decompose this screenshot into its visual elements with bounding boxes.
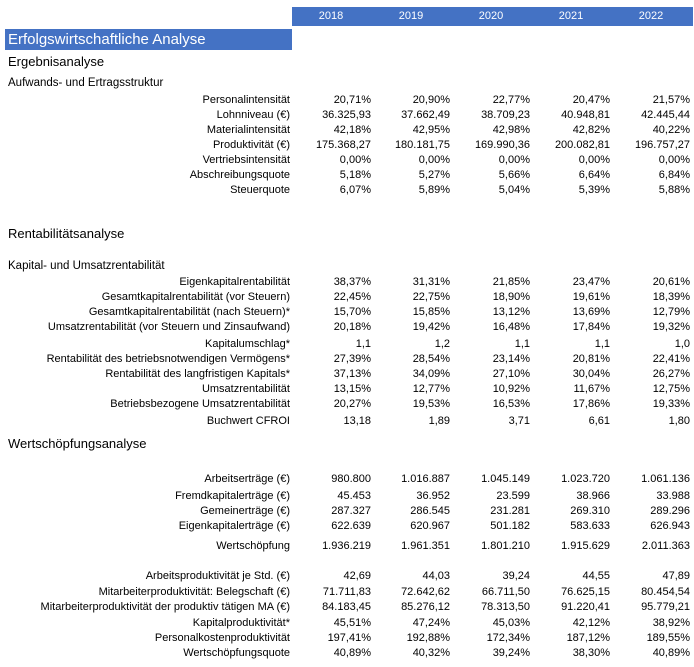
- value-cell-2022: 22,41%: [652, 353, 690, 365]
- value-cell-2022: 18,39%: [652, 291, 690, 303]
- value-cell-2021: 583.633: [570, 520, 610, 532]
- value-cell-2020: 172,34%: [486, 632, 530, 644]
- row-label: Mitarbeiterproduktivität: Belegschaft (€): [98, 586, 290, 598]
- year-header-2018: 2018: [318, 10, 344, 22]
- value-cell-2020: 22,77%: [492, 94, 530, 106]
- row-label: Kapitalumschlag*: [205, 338, 290, 350]
- value-cell-2020: 45,03%: [492, 617, 530, 629]
- value-cell-2018: 45,51%: [333, 617, 371, 629]
- value-cell-2020: 27,10%: [492, 368, 530, 380]
- value-cell-2021: 1.023.720: [561, 473, 610, 485]
- value-cell-2020: 23,14%: [492, 353, 530, 365]
- value-cell-2021: 17,84%: [572, 321, 610, 333]
- value-cell-2018: 5,18%: [339, 169, 371, 181]
- value-cell-2021: 17,86%: [572, 398, 610, 410]
- table-row: [0, 123, 694, 137]
- value-cell-2018: 71.711,83: [322, 586, 371, 598]
- row-label: Mitarbeiterproduktivität der produktiv tätigen MA (€): [40, 601, 290, 613]
- value-cell-2019: 85.276,12: [401, 601, 450, 613]
- row-label: Umsatzrentabilität (vor Steuern und Zinsaufwand): [47, 321, 290, 333]
- value-cell-2022: 38,92%: [652, 617, 690, 629]
- table-row: [0, 290, 694, 304]
- row-label: Personalkostenproduktivität: [154, 632, 290, 644]
- row-label: Eigenkapitalrentabilität: [179, 276, 290, 288]
- value-cell-2019: 0,00%: [418, 154, 450, 166]
- value-cell-2022: 1,80: [668, 415, 690, 427]
- value-cell-2019: 19,53%: [412, 398, 450, 410]
- value-cell-2021: 187,12%: [566, 632, 610, 644]
- row-label: Gemeinerträge (€): [200, 505, 290, 517]
- value-cell-2020: 39,24%: [492, 647, 530, 659]
- value-cell-2019: 47,24%: [412, 617, 450, 629]
- value-cell-2018: 38,37%: [333, 276, 371, 288]
- subsection-heading-aufwand: Aufwands- und Ertragsstruktur: [8, 77, 164, 89]
- row-label: Vertriebsintensität: [202, 154, 290, 166]
- value-cell-2020: 16,48%: [492, 321, 530, 333]
- page-title: Erfolgswirtschaftliche Analyse: [5, 29, 292, 50]
- value-cell-2019: 40,32%: [412, 647, 450, 659]
- value-cell-2022: 21,57%: [652, 94, 690, 106]
- row-label: Abschreibungsquote: [189, 169, 290, 181]
- row-label: Rentabilität des langfristigen Kapitals*: [105, 368, 290, 380]
- value-cell-2021: 44,55: [582, 570, 610, 582]
- value-cell-2018: 197,41%: [327, 632, 371, 644]
- value-cell-2021: 20,47%: [572, 94, 610, 106]
- year-header-2022: 2022: [638, 10, 664, 22]
- row-label: Rentabilität des betriebsnotwendigen Vermögens*: [46, 353, 290, 365]
- value-cell-2019: 20,90%: [412, 94, 450, 106]
- value-cell-2021: 13,69%: [572, 306, 610, 318]
- value-cell-2020: 3,71: [508, 415, 530, 427]
- table-row: [0, 108, 694, 122]
- row-label: Produktivität (€): [212, 139, 290, 151]
- value-cell-2021: 91.220,41: [561, 601, 610, 613]
- value-cell-2019: 37.662,49: [401, 109, 450, 121]
- value-cell-2022: 19,33%: [652, 398, 690, 410]
- value-cell-2022: 1.061.136: [641, 473, 690, 485]
- table-row: [0, 489, 694, 503]
- value-cell-2018: 42,69: [343, 570, 371, 582]
- value-cell-2021: 38,30%: [572, 647, 610, 659]
- table-row: [0, 352, 694, 366]
- table-row: [0, 472, 694, 486]
- value-cell-2022: 26,27%: [652, 368, 690, 380]
- value-cell-2019: 28,54%: [412, 353, 450, 365]
- table-row: [0, 153, 694, 167]
- value-cell-2022: 95.779,21: [641, 601, 690, 613]
- table-row: [0, 539, 694, 553]
- row-label: Fremdkapitalerträge (€): [175, 490, 290, 502]
- table-row: [0, 616, 694, 630]
- value-cell-2022: 0,00%: [658, 154, 690, 166]
- table-row: [0, 631, 694, 645]
- value-cell-2018: 40,89%: [333, 647, 371, 659]
- row-label: Steuerquote: [230, 184, 290, 196]
- value-cell-2020: 1.045.149: [481, 473, 530, 485]
- value-cell-2020: 5,66%: [498, 169, 530, 181]
- table-row: [0, 414, 694, 428]
- value-cell-2022: 40,22%: [652, 124, 690, 136]
- value-cell-2020: 501.182: [490, 520, 530, 532]
- value-cell-2019: 72.642,62: [401, 586, 450, 598]
- row-label: Betriebsbezogene Umsatzrentabilität: [110, 398, 290, 410]
- value-cell-2018: 13,15%: [333, 383, 371, 395]
- value-cell-2019: 192,88%: [406, 632, 450, 644]
- row-label: Wertschöpfung: [216, 540, 290, 552]
- value-cell-2020: 66.711,50: [481, 586, 530, 598]
- value-cell-2019: 180.181,75: [394, 139, 450, 151]
- value-cell-2020: 0,00%: [498, 154, 530, 166]
- value-cell-2019: 36.952: [416, 490, 450, 502]
- section-heading-rentabilitaet: Rentabilitätsanalyse: [8, 226, 125, 241]
- row-label: Eigenkapitalerträge (€): [178, 520, 290, 532]
- value-cell-2019: 1.961.351: [401, 540, 450, 552]
- table-row: [0, 600, 694, 614]
- value-cell-2022: 40,89%: [652, 647, 690, 659]
- value-cell-2018: 27,39%: [333, 353, 371, 365]
- value-cell-2019: 12,77%: [412, 383, 450, 395]
- value-cell-2022: 19,32%: [652, 321, 690, 333]
- value-cell-2018: 15,70%: [333, 306, 371, 318]
- value-cell-2018: 980.800: [331, 473, 371, 485]
- table-row: [0, 367, 694, 381]
- table-row: [0, 168, 694, 182]
- value-cell-2020: 38.709,23: [481, 109, 530, 121]
- value-cell-2022: 80.454,54: [641, 586, 690, 598]
- value-cell-2020: 5,04%: [498, 184, 530, 196]
- section-heading-wertschoepfung: Wertschöpfungsanalyse: [8, 436, 147, 451]
- table-row: [0, 382, 694, 396]
- value-cell-2018: 1.936.219: [322, 540, 371, 552]
- value-cell-2018: 6,07%: [339, 184, 371, 196]
- value-cell-2018: 287.327: [331, 505, 371, 517]
- value-cell-2021: 269.310: [570, 505, 610, 517]
- row-label: Arbeitsproduktivität je Std. (€): [145, 570, 290, 582]
- year-header-2020: 2020: [478, 10, 504, 22]
- value-cell-2019: 44,03: [422, 570, 450, 582]
- table-row: [0, 519, 694, 533]
- value-cell-2022: 5,88%: [658, 184, 690, 196]
- value-cell-2020: 23.599: [496, 490, 530, 502]
- value-cell-2020: 1.801.210: [481, 540, 530, 552]
- value-cell-2019: 5,89%: [418, 184, 450, 196]
- row-label: Arbeitserträge (€): [204, 473, 290, 485]
- value-cell-2021: 20,81%: [572, 353, 610, 365]
- value-cell-2018: 20,71%: [333, 94, 371, 106]
- row-label: Lohnniveau (€): [216, 109, 290, 121]
- value-cell-2019: 286.545: [410, 505, 450, 517]
- value-cell-2018: 13,18: [343, 415, 371, 427]
- row-label: Materialintensität: [206, 124, 290, 136]
- value-cell-2020: 42,98%: [492, 124, 530, 136]
- table-row: [0, 305, 694, 319]
- value-cell-2022: 33.988: [656, 490, 690, 502]
- table-row: [0, 569, 694, 583]
- value-cell-2021: 6,61: [588, 415, 610, 427]
- year-header-2019: 2019: [398, 10, 424, 22]
- value-cell-2019: 1,89: [428, 415, 450, 427]
- value-cell-2021: 5,39%: [578, 184, 610, 196]
- value-cell-2018: 36.325,93: [322, 109, 371, 121]
- value-cell-2018: 622.639: [331, 520, 371, 532]
- table-row: [0, 397, 694, 411]
- row-label: Gesamtkapitalrentabilität (nach Steuern)*: [88, 306, 290, 318]
- value-cell-2020: 1,1: [514, 338, 530, 350]
- subsection-heading-kapital: Kapital- und Umsatzrentabilität: [8, 260, 165, 272]
- value-cell-2018: 42,18%: [333, 124, 371, 136]
- value-cell-2021: 200.082,81: [554, 139, 610, 151]
- value-cell-2020: 18,90%: [492, 291, 530, 303]
- table-row: [0, 504, 694, 518]
- value-cell-2020: 16,53%: [492, 398, 530, 410]
- value-cell-2019: 1,2: [434, 338, 450, 350]
- value-cell-2020: 231.281: [490, 505, 530, 517]
- value-cell-2019: 5,27%: [418, 169, 450, 181]
- table-row: [0, 93, 694, 107]
- row-label: Kapitalproduktivität*: [192, 617, 290, 629]
- value-cell-2018: 84.183,45: [322, 601, 371, 613]
- value-cell-2020: 78.313,50: [481, 601, 530, 613]
- value-cell-2018: 20,18%: [333, 321, 371, 333]
- value-cell-2021: 1.915.629: [561, 540, 610, 552]
- value-cell-2022: 289.296: [650, 505, 690, 517]
- value-cell-2019: 22,75%: [412, 291, 450, 303]
- row-label: Buchwert CFROI: [206, 415, 290, 427]
- value-cell-2018: 175.368,27: [315, 139, 371, 151]
- table-row: [0, 320, 694, 334]
- value-cell-2021: 40.948,81: [561, 109, 610, 121]
- value-cell-2018: 37,13%: [333, 368, 371, 380]
- year-header-2021: 2021: [558, 10, 584, 22]
- value-cell-2018: 1,1: [355, 338, 371, 350]
- value-cell-2022: 196.757,27: [634, 139, 690, 151]
- value-cell-2019: 34,09%: [412, 368, 450, 380]
- value-cell-2022: 2.011.363: [641, 540, 690, 552]
- table-row: [0, 585, 694, 599]
- value-cell-2019: 620.967: [410, 520, 450, 532]
- value-cell-2022: 189,55%: [646, 632, 690, 644]
- value-cell-2021: 19,61%: [572, 291, 610, 303]
- value-cell-2021: 30,04%: [572, 368, 610, 380]
- value-cell-2020: 10,92%: [492, 383, 530, 395]
- value-cell-2018: 22,45%: [333, 291, 371, 303]
- value-cell-2022: 42.445,44: [641, 109, 690, 121]
- row-label: Personalintensität: [202, 94, 290, 106]
- value-cell-2021: 1,1: [594, 338, 610, 350]
- value-cell-2019: 42,95%: [412, 124, 450, 136]
- value-cell-2021: 42,82%: [572, 124, 610, 136]
- value-cell-2018: 45.453: [337, 490, 371, 502]
- row-label: Umsatzrentabilität: [201, 383, 290, 395]
- table-row: [0, 337, 694, 351]
- value-cell-2021: 76.625,15: [561, 586, 610, 598]
- value-cell-2021: 6,64%: [578, 169, 610, 181]
- table-row: [0, 138, 694, 152]
- value-cell-2022: 47,89: [662, 570, 690, 582]
- value-cell-2021: 23,47%: [572, 276, 610, 288]
- value-cell-2018: 20,27%: [333, 398, 371, 410]
- value-cell-2021: 38.966: [576, 490, 610, 502]
- value-cell-2021: 11,67%: [573, 383, 610, 395]
- table-row: [0, 183, 694, 197]
- value-cell-2018: 0,00%: [339, 154, 371, 166]
- value-cell-2021: 0,00%: [578, 154, 610, 166]
- value-cell-2022: 6,84%: [658, 169, 690, 181]
- value-cell-2022: 626.943: [650, 520, 690, 532]
- value-cell-2022: 12,79%: [652, 306, 690, 318]
- row-label: Wertschöpfungsquote: [183, 647, 290, 659]
- value-cell-2019: 1.016.887: [401, 473, 450, 485]
- value-cell-2022: 1,0: [674, 338, 690, 350]
- value-cell-2022: 12,75%: [652, 383, 690, 395]
- value-cell-2019: 31,31%: [412, 276, 450, 288]
- value-cell-2022: 20,61%: [652, 276, 690, 288]
- value-cell-2020: 13,12%: [492, 306, 530, 318]
- value-cell-2020: 21,85%: [492, 276, 530, 288]
- row-label: Gesamtkapitalrentabilität (vor Steuern): [101, 291, 290, 303]
- value-cell-2020: 169.990,36: [474, 139, 530, 151]
- table-row: [0, 275, 694, 289]
- value-cell-2021: 42,12%: [572, 617, 610, 629]
- table-row: [0, 646, 694, 660]
- section-heading-ergebnis: Ergebnisanalyse: [8, 54, 105, 69]
- value-cell-2019: 15,85%: [412, 306, 450, 318]
- value-cell-2019: 19,42%: [412, 321, 450, 333]
- value-cell-2020: 39,24: [502, 570, 530, 582]
